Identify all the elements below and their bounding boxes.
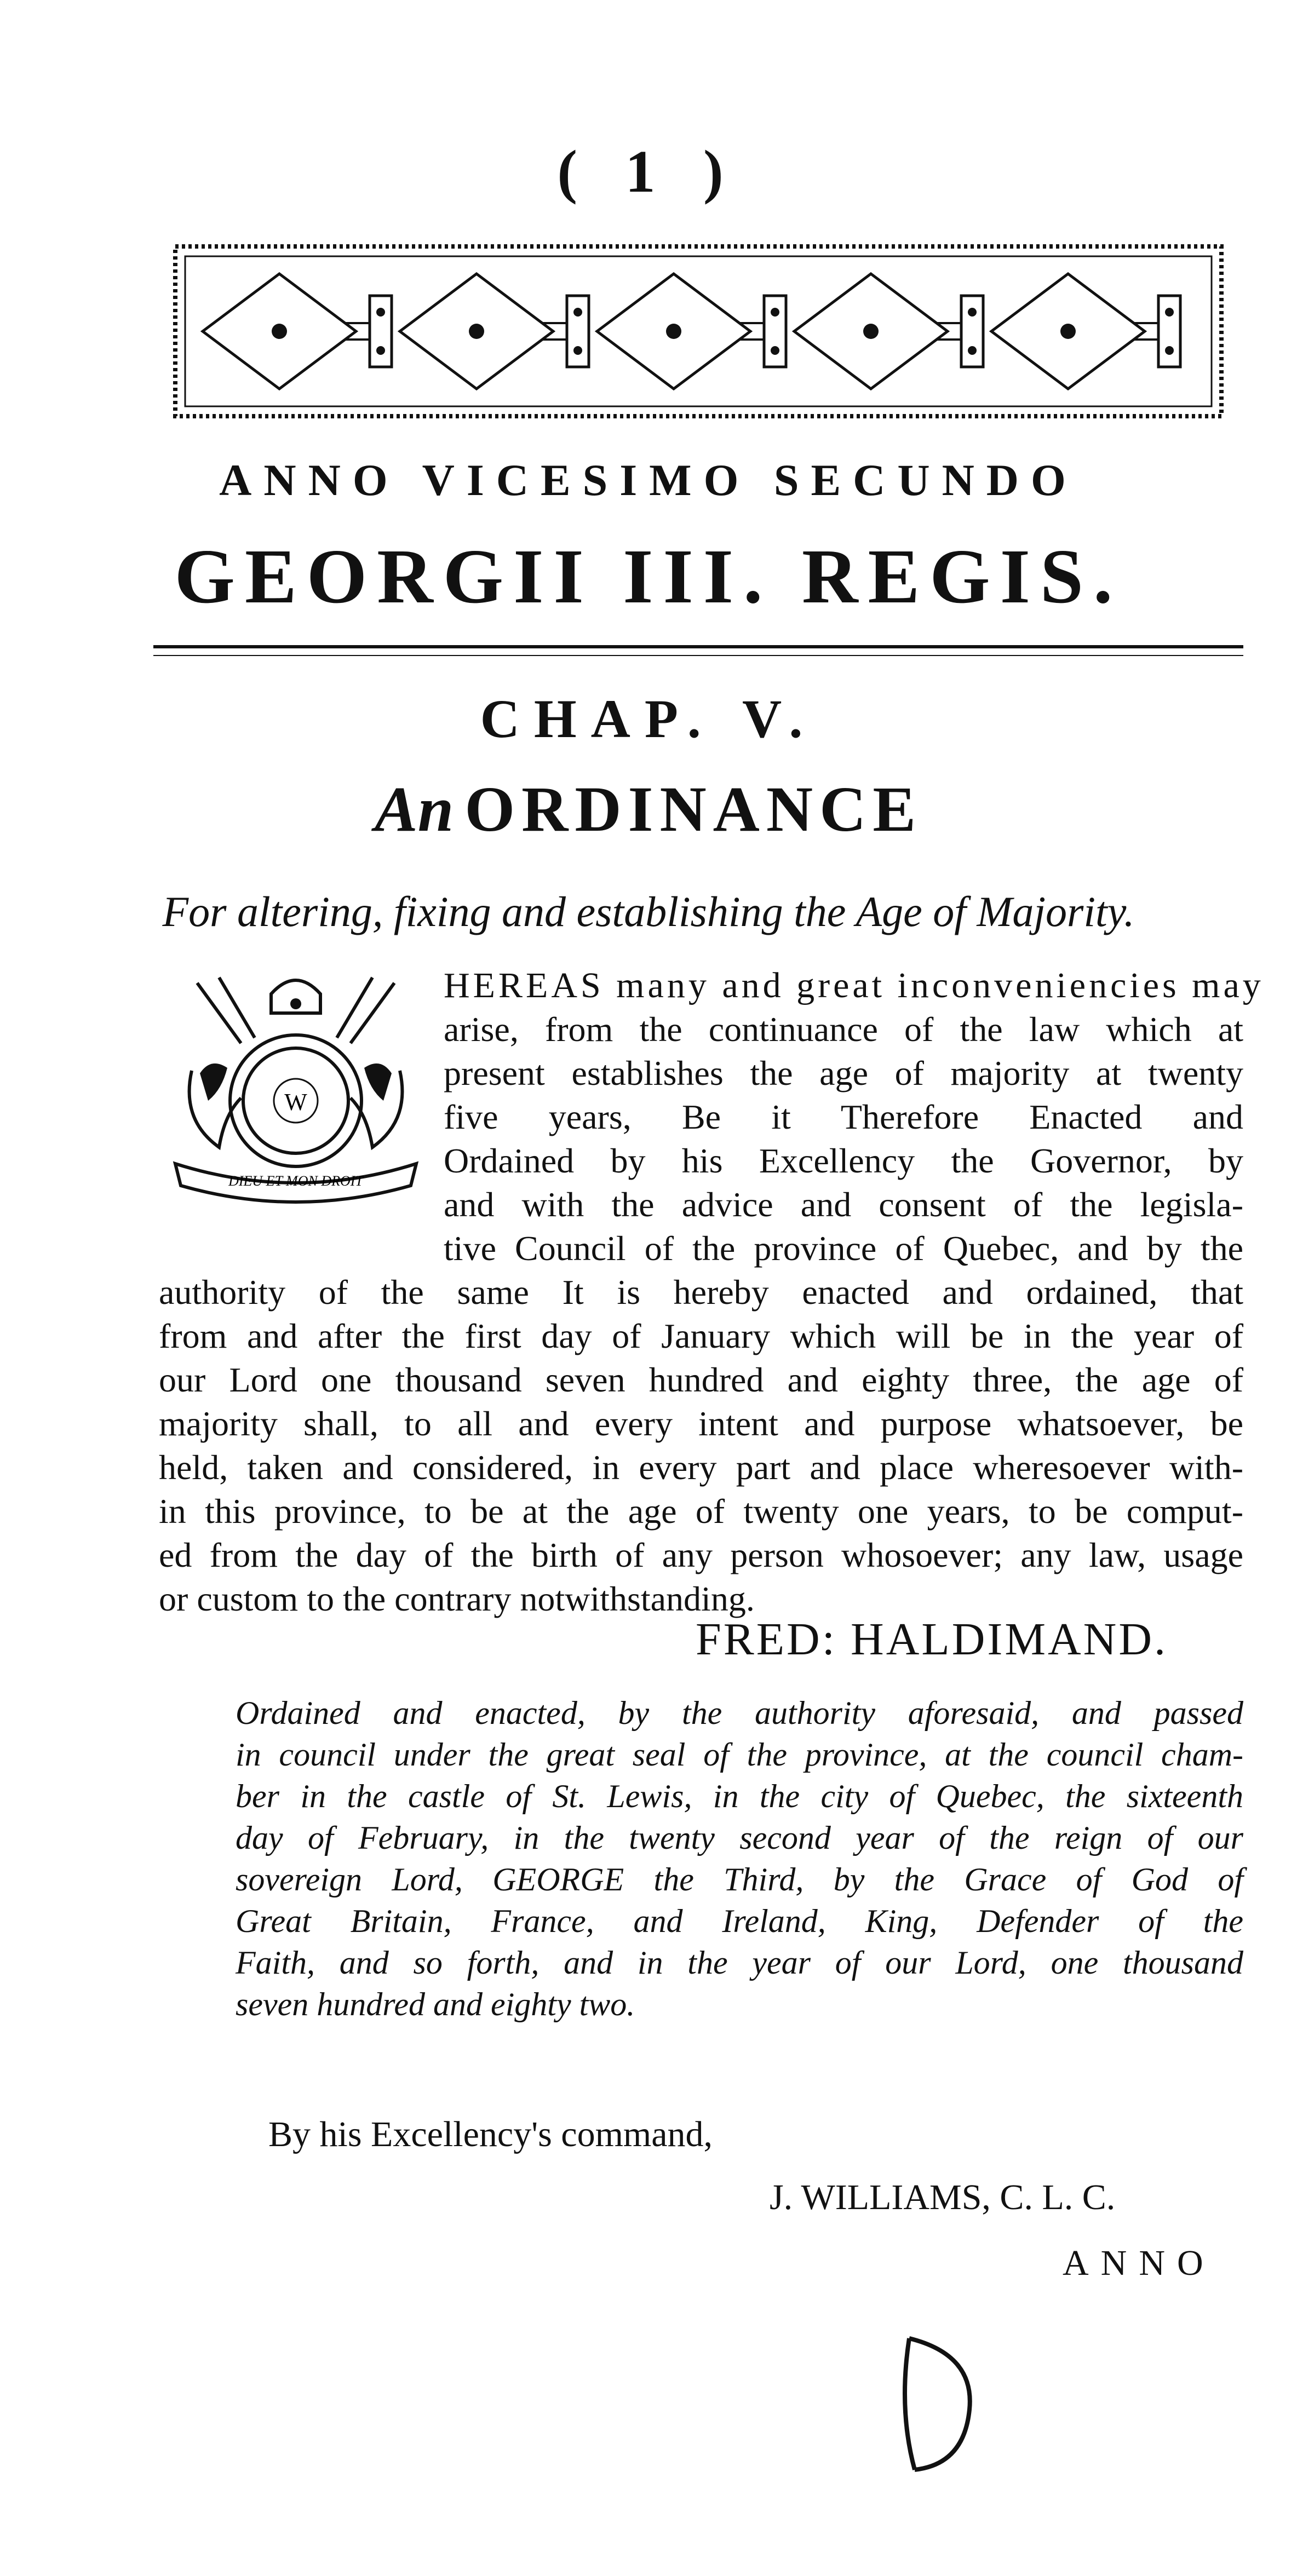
page-number: ( 1 ): [557, 138, 740, 205]
royal-motto: DIEU ET MON DROIT: [228, 1173, 363, 1189]
royal-arms-emblem: [159, 961, 433, 1213]
title-rule: [153, 645, 1243, 648]
body-line: ed from the day of the birth of any person whosoever; any law, usage: [159, 1536, 1243, 1574]
command-line: By his Excellency's command,: [268, 2114, 713, 2154]
shield-letter: W: [284, 1089, 307, 1116]
ordained-line: sovereign Lord, GEORGE the Third, by the Grace of God of: [236, 1861, 1243, 1898]
body-line: Ordained by his Excellency the Governor, by: [444, 1141, 1243, 1180]
ordinance-word: ORDINANCE: [464, 773, 923, 845]
governor-signature: FRED: HALDIMAND.: [696, 1614, 1168, 1665]
ordained-line: in council under the great seal of the province, at the council cham-: [236, 1737, 1243, 1773]
ordinance-subtitle: For altering, fixing and establishing the Age of Majority.: [162, 888, 1135, 935]
ordained-line: Faith, and so forth, and in the year of our Lord, one thousand: [236, 1945, 1243, 1981]
ordained-line: Great Britain, France, and Ireland, King, Defender of the: [236, 1903, 1243, 1939]
body-line: from and after the first day of January which will be in the year of: [159, 1316, 1243, 1355]
ordained-line: day of February, in the twenty second year of the reign of our: [236, 1820, 1243, 1856]
body-line: held, taken and considered, in every part and place wheresoever with-: [159, 1448, 1243, 1487]
body-line: five years, Be it Therefore Enacted and: [444, 1097, 1243, 1136]
body-line: HEREAS many and great inconveniencies may: [444, 965, 1264, 1005]
body-line: arise, from the continuance of the law which at: [444, 1010, 1243, 1049]
body-line: tive Council of the province of Quebec, and by the: [444, 1229, 1243, 1268]
body-line: in this province, to be at the age of twenty one years, to be comput-: [159, 1492, 1243, 1531]
chapter-heading: CHAP. V.: [480, 688, 817, 749]
anno-heading: ANNO VICESIMO SECUNDO: [219, 455, 1078, 505]
ink-mark: [876, 2322, 986, 2486]
body-line: majority shall, to all and every intent and purpose whatsoever, be: [159, 1404, 1243, 1443]
body-line: present establishes the age of majority at twenty: [444, 1054, 1243, 1092]
ordained-line: Ordained and enacted, by the authority aforesaid, and passed: [236, 1695, 1243, 1731]
title-rule-thin: [153, 655, 1243, 656]
catchword: ANNO: [1063, 2243, 1215, 2283]
ordinance-prefix: An: [374, 773, 454, 845]
ordained-line: ber in the castle of St. Lewis, in the city of Quebec, the sixteenth: [236, 1778, 1243, 1814]
ordained-line: seven hundred and eighty two.: [236, 1986, 635, 2022]
regnal-heading: GEORGII III. REGIS.: [174, 533, 1123, 619]
body-line: our Lord one thousand seven hundred and eighty three, the age of: [159, 1360, 1243, 1399]
body-line: or custom to the contrary notwithstanding.: [159, 1579, 755, 1618]
secretary-signature: J. WILLIAMS, C. L. C.: [770, 2177, 1116, 2217]
body-line: and with the advice and consent of the legisla-: [444, 1185, 1243, 1224]
ordinance-heading: [0, 772, 1297, 847]
body-line: authority of the same It is hereby enacted and ordained, that: [159, 1273, 1243, 1312]
ornamental-headpiece: [170, 241, 1227, 422]
